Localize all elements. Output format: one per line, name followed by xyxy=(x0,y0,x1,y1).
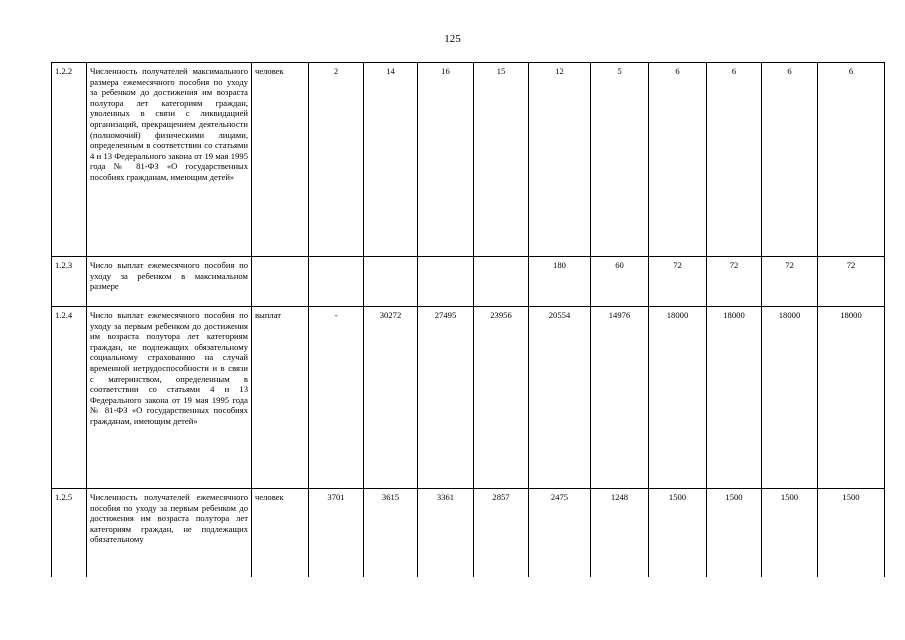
value-cell: 23956 xyxy=(474,307,529,489)
value-cell: 18000 xyxy=(818,307,885,489)
row-unit: выплат xyxy=(252,307,309,489)
value-cell: 15 xyxy=(474,63,529,257)
indicators-table xyxy=(51,62,885,577)
row-description: Число выплат ежемесячного пособия по уходу за первым ребенком до достижения им возраста полутора лет категориям граждан, не подлежащих обязательному социальному страхованию на случай временной нетрудоспособности и в связи с материнством, определенным в соответствии со статьями 4 и 13 Федерального закона от 19 мая 1995 года № 81-ФЗ «О государственных пособиях гражданам, имеющим детей» xyxy=(87,307,252,489)
table-row xyxy=(52,307,885,489)
value-cell: 16 xyxy=(418,63,474,257)
value-cell: 2 xyxy=(309,63,364,257)
value-cell: 5 xyxy=(591,63,649,257)
value-cell: - xyxy=(309,307,364,489)
value-cell: 3361 xyxy=(418,489,474,577)
row-number: 1.2.5 xyxy=(52,489,87,577)
row-description: Численность получателей максимального размера ежемесячного пособия по уходу за ребенком до достижения им возраста полутора лет категориям граждан, уволенных в связи с ликвидацией организаций, прекращением деятельности (полномочий) физическими лицами, определенным в соответствии со статьями 4 и 13 Федерального закона от 19 мая 1995 года № 81-ФЗ «О государственных пособиях гражданам, имеющим детей» xyxy=(87,63,252,257)
row-description: Численность получателей ежемесячного пособия по уходу за первым ребенком до достижения им возраста полутора лет категориям граждан, не подлежащих обязательному xyxy=(87,489,252,577)
table-row xyxy=(52,63,885,257)
value-cell xyxy=(418,257,474,307)
value-cell: 3615 xyxy=(364,489,418,577)
row-unit: человек xyxy=(252,63,309,257)
value-cell: 14976 xyxy=(591,307,649,489)
value-cell: 14 xyxy=(364,63,418,257)
value-cell xyxy=(364,257,418,307)
row-number: 1.2.4 xyxy=(52,307,87,489)
value-cell: 60 xyxy=(591,257,649,307)
value-cell: 3701 xyxy=(309,489,364,577)
value-cell: 2475 xyxy=(529,489,591,577)
value-cell: 2857 xyxy=(474,489,529,577)
row-description: Число выплат ежемесячного пособия по уходу за ребенком в максимальном размере xyxy=(87,257,252,307)
value-cell: 6 xyxy=(762,63,818,257)
page-number: 125 xyxy=(444,33,461,45)
value-cell: 1248 xyxy=(591,489,649,577)
value-cell: 72 xyxy=(649,257,707,307)
value-cell: 18000 xyxy=(649,307,707,489)
row-unit xyxy=(252,257,309,307)
value-cell: 180 xyxy=(529,257,591,307)
value-cell: 72 xyxy=(762,257,818,307)
value-cell: 1500 xyxy=(707,489,762,577)
value-cell xyxy=(474,257,529,307)
value-cell: 72 xyxy=(818,257,885,307)
row-unit: человек xyxy=(252,489,309,577)
value-cell: 6 xyxy=(649,63,707,257)
value-cell: 1500 xyxy=(762,489,818,577)
value-cell: 27495 xyxy=(418,307,474,489)
value-cell: 12 xyxy=(529,63,591,257)
value-cell: 18000 xyxy=(762,307,818,489)
table-row xyxy=(52,257,885,307)
value-cell: 1500 xyxy=(818,489,885,577)
value-cell: 72 xyxy=(707,257,762,307)
value-cell: 1500 xyxy=(649,489,707,577)
value-cell xyxy=(309,257,364,307)
table-row xyxy=(52,489,885,577)
value-cell: 6 xyxy=(707,63,762,257)
value-cell: 30272 xyxy=(364,307,418,489)
row-number: 1.2.2 xyxy=(52,63,87,257)
value-cell: 20554 xyxy=(529,307,591,489)
value-cell: 18000 xyxy=(707,307,762,489)
row-number: 1.2.3 xyxy=(52,257,87,307)
value-cell: 6 xyxy=(818,63,885,257)
